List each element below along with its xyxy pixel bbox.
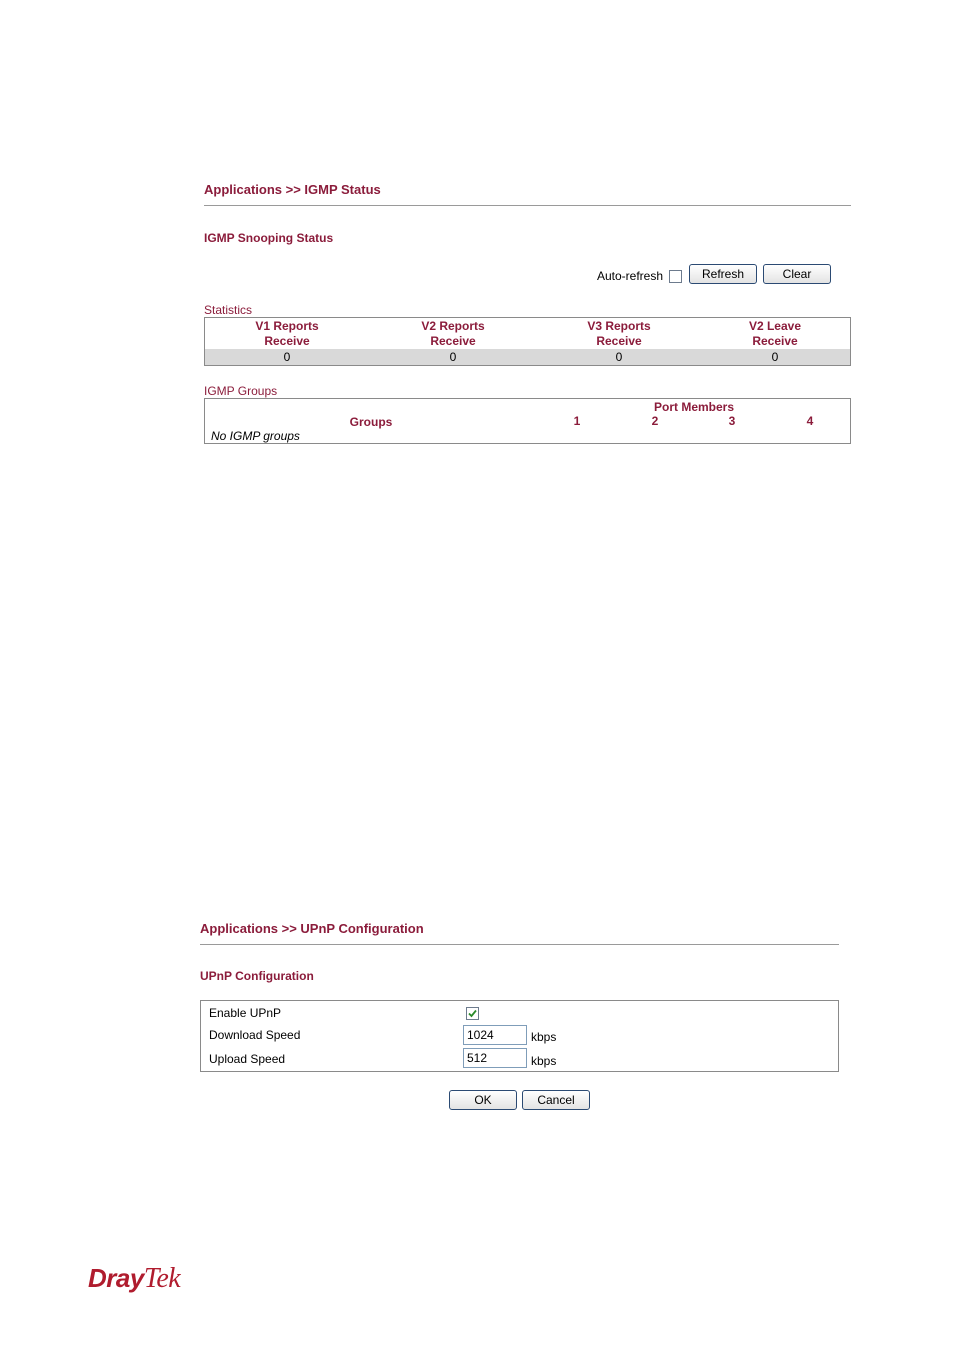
refresh-button[interactable]: Refresh [689, 264, 757, 284]
stat-header-v3-line1: V3 Reports [587, 319, 651, 333]
port-members-header: Port Members [653, 400, 735, 414]
upnp-divider [200, 944, 839, 945]
download-speed-input[interactable] [463, 1025, 527, 1045]
download-speed-unit: kbps [531, 1030, 557, 1044]
statistics-label: Statistics [204, 303, 253, 317]
logo-tek: Tek [143, 1263, 181, 1294]
checkmark-icon [467, 1008, 478, 1019]
enable-upnp-label: Enable UPnP [209, 1006, 282, 1020]
stat-header-v1 [204, 319, 370, 349]
stat-header-leave [700, 319, 850, 349]
auto-refresh-checkbox[interactable] [669, 270, 682, 283]
upnp-breadcrumb: Applications >> UPnP Configuration [200, 921, 424, 936]
stat-header-v2 [370, 319, 536, 349]
stat-header-v1-line2: Receive [264, 334, 310, 348]
stat-header-leave-line2: Receive [752, 334, 798, 348]
igmp-groups-label: IGMP Groups [204, 384, 278, 398]
upload-speed-unit: kbps [531, 1054, 557, 1068]
stat-header-v1-line1: V1 Reports [255, 319, 319, 333]
download-speed-label: Download Speed [209, 1028, 301, 1042]
port-header-1: 1 [573, 414, 581, 428]
stat-header-v3-line2: Receive [596, 334, 642, 348]
ok-button[interactable]: OK [449, 1090, 517, 1110]
stat-value-leave: 0 [771, 350, 779, 364]
groups-header: Groups [349, 415, 393, 429]
stat-header-v2-line1: V2 Reports [421, 319, 485, 333]
upload-speed-label: Upload Speed [209, 1052, 286, 1066]
igmp-divider [204, 205, 851, 206]
draytek-logo [88, 1263, 180, 1295]
enable-upnp-checkbox[interactable] [466, 1007, 479, 1020]
cancel-button[interactable]: Cancel [522, 1090, 590, 1110]
logo-dray: Dray [88, 1263, 144, 1293]
clear-button[interactable]: Clear [763, 264, 831, 284]
stat-value-v1: 0 [283, 350, 291, 364]
stat-header-leave-line1: V2 Leave [748, 319, 802, 333]
port-header-3: 3 [728, 414, 736, 428]
stat-header-v3 [536, 319, 702, 349]
stat-value-v3: 0 [615, 350, 623, 364]
no-igmp-groups-text: No IGMP groups [211, 429, 300, 443]
stat-header-v2-line2: Receive [430, 334, 476, 348]
upnp-subtitle: UPnP Configuration [200, 969, 314, 983]
port-header-4: 4 [806, 414, 814, 428]
stat-value-v2: 0 [449, 350, 457, 364]
upload-speed-input[interactable] [463, 1048, 527, 1068]
auto-refresh-label: Auto-refresh [597, 269, 664, 283]
port-header-2: 2 [651, 414, 659, 428]
igmp-subtitle: IGMP Snooping Status [204, 231, 334, 245]
igmp-breadcrumb: Applications >> IGMP Status [204, 182, 381, 197]
